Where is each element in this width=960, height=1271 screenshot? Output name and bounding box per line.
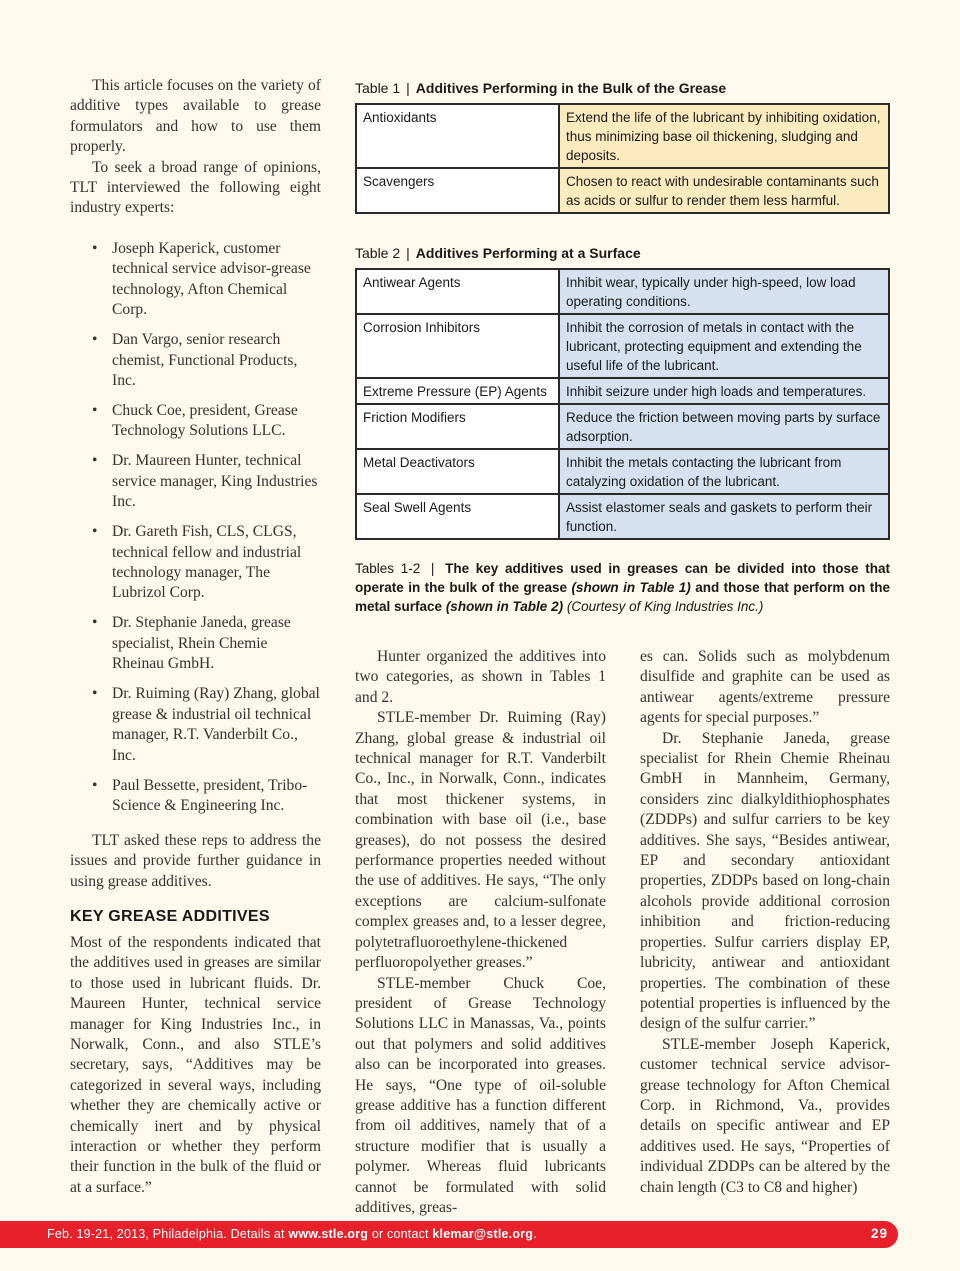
body-text — [70, 933, 321, 1198]
table-title — [355, 245, 641, 261]
additive-name: Antioxidants — [356, 104, 559, 168]
expert-list — [70, 239, 321, 826]
paragraph: es can. Solids such as molybdenum disulfide and graphite can be used as antiwear agents/extreme pressure agents for special purposes.” — [640, 648, 890, 727]
table-row — [356, 449, 889, 494]
footer-text-part: or contact — [371, 1227, 429, 1241]
additive-description: Extend the life of the lubricant by inhibiting oxidation, thus minimizing base oil thickening, sludging and deposits. — [559, 104, 889, 168]
list-item: • Dr. Ruiming (Ray) Zhang, global grease & industrial oil technical manager, R.T. Vanderbilt Co., Inc. — [70, 684, 321, 766]
paragraph: Hunter organized the additives into two categories, as shown in Tables 1 and 2. — [355, 648, 606, 706]
table-row — [356, 104, 889, 168]
footer-text — [47, 1227, 537, 1241]
table-number: Table 1 — [355, 80, 401, 96]
intro-paragraph: To seek a broad range of opinions, TLT interviewed the following eight industry experts: — [70, 158, 321, 217]
page-number: 29 — [870, 1226, 888, 1241]
additive-description: Inhibit seizure under high loads and temperatures. — [559, 378, 889, 404]
additive-description: Assist elastomer seals and gaskets to perform their function. — [559, 494, 889, 539]
body-column — [355, 647, 606, 1218]
table-row — [356, 314, 889, 378]
table-row — [356, 404, 889, 449]
caption-text: The key additives used in greases can be divided into those that operate in the bulk of the grease — [355, 561, 890, 595]
additive-name: Seal Swell Agents — [356, 494, 559, 539]
additive-description: Inhibit wear, typically under high-speed, low load operating conditions. — [559, 269, 889, 314]
paragraph: STLE-member Dr. Ruiming (Ray) Zhang, global grease & industrial oil technical manager for R.T. Vanderbilt Co., Inc., in Norwalk, Conn., indicates that most thickener systems, in combination with base oil (i.e., base greases), do not possess the desired performance properties needed without the use of additives. He says, “The only exceptions are calcium-sulfonate complex greases and, to a lesser degree, polytetrafluoroethylene-thickened perfluoropolyether greases.” — [355, 709, 606, 972]
additives-bulk-table — [355, 103, 890, 214]
caption-separator: | — [430, 561, 435, 576]
table-title-text: Additives Performing in the Bulk of the Grease — [415, 80, 727, 96]
list-item: • Dr. Stephanie Janeda, grease specialist, Rhein Chemie Rheinau GmbH. — [70, 613, 321, 674]
additive-description: Inhibit the metals contacting the lubricant from catalyzing oxidation of the lubricant. — [559, 449, 889, 494]
intro-paragraph: This article focuses on the variety of additive types available to grease formulators and how to use them properly. — [70, 77, 321, 156]
paragraph: Dr. Stephanie Janeda, grease specialist for Rhein Chemie Rheinau GmbH in Mannheim, Germany, considers zinc dialkyldithiophosphates (ZDDPs) and sulfur carriers to be key additives. She says, “Besides antiwear, EP and secondary antioxidant properties, ZDDPs based on long-chain alcohols provide additional corrosion inhibition and friction-reducing properties. Sulfur carriers display EP, lubricity, antiwear and antioxidant properties. The combination of these potential properties is influenced by the design of the sulfur carrier.” — [640, 729, 890, 1033]
page-footer — [0, 1221, 898, 1248]
table-row — [356, 168, 889, 213]
paragraph: TLT asked these reps to address the issues and provide further guidance in using grease additives. — [70, 832, 321, 890]
footer-text-part: Feb. 19-21, 2013, Philadelphia. Details at — [47, 1227, 285, 1241]
intro-section — [70, 76, 321, 219]
body-column — [640, 647, 890, 1198]
title-separator: | — [406, 80, 410, 96]
caption-text: and those that perform on the metal surface — [355, 580, 890, 614]
list-item: • Paul Bessette, president, Tribo-Science & Engineering Inc. — [70, 776, 321, 817]
additive-name: Metal Deactivators — [356, 449, 559, 494]
tables-caption — [355, 559, 890, 616]
table-row — [356, 269, 889, 314]
additive-name: Friction Modifiers — [356, 404, 559, 449]
table-row — [356, 494, 889, 539]
website-link[interactable]: www.stle.org — [288, 1227, 369, 1241]
caption-label: Tables 1-2 — [355, 561, 421, 576]
caption-italic: (shown in Table 2) — [445, 599, 564, 614]
paragraph: Most of the respondents indicated that the additives used in greases are similar to those used in lubricant fluids. Dr. Maureen Hunter, technical service manager for King Industries Inc., in Norwalk, Conn., and also STLE’s secretary, says, “Additives may be categorized in several ways, including whether they are chemically active or chemically inert and by physical interaction or whether they perform their function in the bulk of the fluid or at a surface.” — [70, 934, 321, 1196]
table-number: Table 2 — [355, 245, 401, 261]
additive-name: Extreme Pressure (EP) Agents — [356, 378, 559, 404]
list-item: • Joseph Kaperick, customer technical service advisor-grease technology, Afton Chemical Corp. — [70, 239, 321, 321]
additive-name: Scavengers — [356, 168, 559, 213]
additives-surface-table — [355, 268, 890, 540]
table-title-text: Additives Performing at a Surface — [415, 245, 641, 261]
list-item: • Dr. Gareth Fish, CLS, CLGS, technical fellow and industrial technology manager, The Lubrizol Corp. — [70, 522, 321, 604]
list-item: • Dan Vargo, senior research chemist, Functional Products, Inc. — [70, 330, 321, 391]
caption-italic: (shown in Table 1) — [571, 580, 691, 595]
paragraph: STLE-member Chuck Coe, president of Grease Technology Solutions LLC in Manassas, Va., points out that polymers and solid additives also can be incorporated into greases. He says, “One type of oil-soluble grease additive has a function different from oil additives, namely that of a structure modifier that is usually a polymer. Whereas fluid lubricants cannot be formulated with solid additives, greas- — [355, 974, 606, 1216]
section-heading: KEY GREASE ADDITIVES — [70, 908, 270, 925]
title-separator: | — [406, 245, 410, 261]
additive-description: Chosen to react with undesirable contaminants such as acids or sulfur to render them less harmful. — [559, 168, 889, 213]
table-title — [355, 80, 726, 96]
list-item: • Dr. Maureen Hunter, technical service manager, King Industries Inc. — [70, 451, 321, 512]
list-item: • Chuck Coe, president, Grease Technology Solutions LLC. — [70, 401, 321, 442]
caption-credit: (Courtesy of King Industries Inc.) — [566, 599, 764, 614]
footer-text-part: . — [533, 1227, 537, 1241]
email-link[interactable]: klemar@stle.org — [432, 1227, 534, 1241]
additive-description: Reduce the friction between moving parts by surface adsorption. — [559, 404, 889, 449]
body-text — [70, 831, 321, 892]
additive-description: Inhibit the corrosion of metals in contact with the lubricant, protecting equipment and extending the useful life of the lubricant. — [559, 314, 889, 378]
additive-name: Antiwear Agents — [356, 269, 559, 314]
additive-name: Corrosion Inhibitors — [356, 314, 559, 378]
table-row — [356, 378, 889, 404]
paragraph: STLE-member Joseph Kaperick, customer technical service advisor-grease technology for Afton Chemical Corp. in Richmond, Va., provides details on specific antiwear and EP additives used. He says, “Properties of individual ZDDPs can be altered by the chain length (C3 to C8 and higher) — [640, 1035, 890, 1196]
